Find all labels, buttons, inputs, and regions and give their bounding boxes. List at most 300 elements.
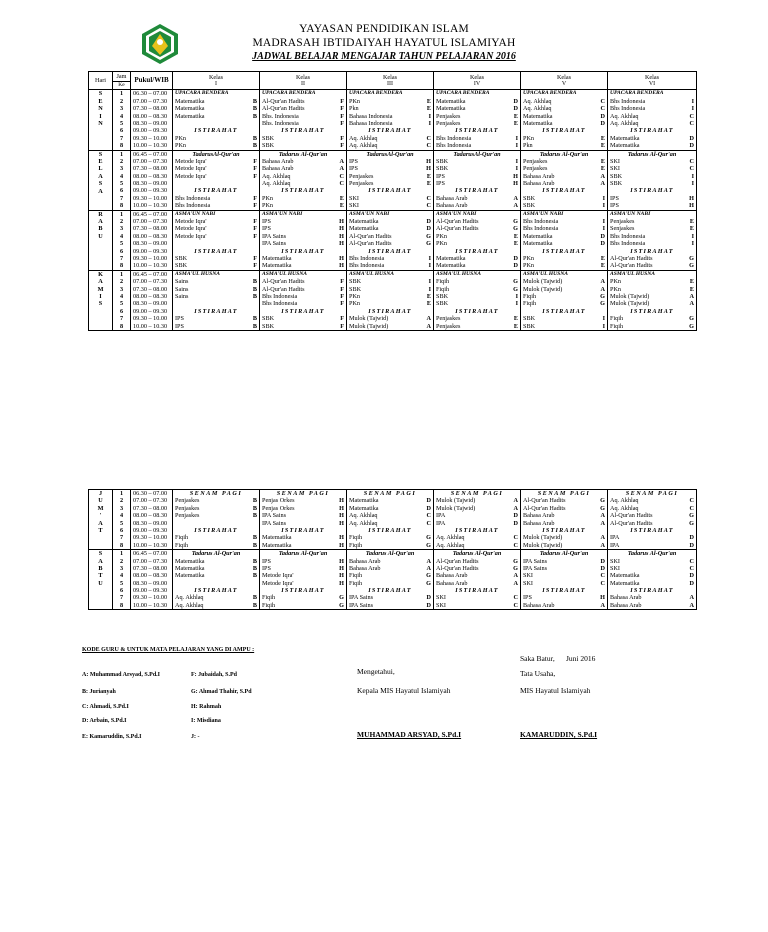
activity-label: ASMA'UL HUSNA [610,270,656,277]
subject-name: SKI [436,594,446,602]
teacher-code-entry: D: Arbain, S.Pd.I [82,718,127,724]
lesson-line [262,602,344,609]
day-row [89,90,697,150]
class-schedule-cell [173,90,260,150]
lesson-line [436,497,518,504]
teacher-code: C [513,594,518,602]
subject-name: Matematika [436,105,466,113]
teacher-code: C [689,504,694,512]
lesson-line [436,195,518,202]
teacher-code-entry: G: Ahmad Thahir, S.Pd [191,689,252,695]
lesson-line [349,225,431,232]
lesson-line [349,565,431,572]
subject-name: SBK [523,202,536,210]
time-list: 06.30 – 07.00 07.00 – 07.30 07.30 – 08.00 08.00 – 08.30 08.30 – 09.00 09.00 – 09.30 09.30 – 10.00 10.00 – 10.30 [131,90,173,150]
teacher-code: F [253,262,257,270]
subject-name: IPS [262,564,271,572]
teacher-code: I [691,97,694,105]
lesson-line [610,233,694,240]
teacher-code: E [513,232,518,240]
class-schedule-cell [608,550,697,610]
subject-name: Matematika [262,534,292,542]
class-schedule-cell [173,210,260,270]
subject-name: Penjaskes [436,119,461,127]
teacher-code: B [252,557,257,565]
lesson-line [523,512,605,519]
teacher-code: E [426,292,431,300]
teacher-code: B [252,322,257,330]
subject-name: Metode Iqra' [175,232,207,240]
lesson-line [523,120,605,127]
lesson-line [436,542,518,549]
day-row [89,490,697,550]
lesson-line [436,580,518,587]
teacher-code: F [340,315,344,323]
lesson-line [349,534,431,541]
day-name: J U M ' A T [89,490,113,550]
lesson-line [523,278,605,285]
day-row [89,210,697,270]
lesson-line [610,315,694,322]
teacher-code: I [515,292,518,300]
teacher-code: B [252,105,257,113]
time-list: 06.45 – 07.00 07.00 – 07.30 07.30 – 08.00 08.00 – 08.30 08.30 – 09.00 09.00 – 09.30 09.30 – 10.00 10.00 – 10.30 [131,150,173,210]
teacher-code: C [600,105,605,113]
teacher-code: A [513,202,518,210]
lesson-line [262,520,344,527]
teacher-code: E [513,322,518,330]
subject-name: SKI [610,165,620,173]
subject-name: SBK [262,315,275,323]
lesson-line [262,565,344,572]
lesson-line [262,218,344,225]
break-label: ISTIRAHAT [455,587,499,595]
activity-label: Tadarus Al-Qur'an [539,550,589,558]
subject-name: SKI [610,564,620,572]
lesson-line [436,602,518,609]
teacher-code: E [426,300,431,308]
kelas-roman: V [561,81,567,88]
lesson-line [349,165,431,172]
teacher-code: D [689,134,694,142]
lesson-line [610,497,694,504]
lesson-line [610,173,694,180]
teacher-code: A [513,194,518,202]
subject-name: Matematika [175,572,205,580]
lesson-line [175,520,257,527]
day-name: S A B T U [89,550,113,610]
subject-name: Al-Qur'an Hadits [610,512,653,520]
teacher-code: B [252,504,257,512]
subject-name: Pkn [523,142,533,150]
subject-name: SBK [262,322,275,330]
break-label: ISTIRAHAT [368,526,412,534]
jam-ke-list: 1 2 3 4 5 6 7 8 [113,490,131,550]
lesson-line [349,572,431,579]
lesson-line [349,278,431,285]
lesson-line [262,120,344,127]
break-label: ISTIRAHAT [455,307,499,315]
break-label: ISTIRAHAT [368,187,412,195]
subject-name: Penjaskes [436,315,461,323]
jam-ke-list: 1 2 3 4 5 6 7 8 [113,270,131,330]
teacher-code: D [513,519,518,527]
document-header [0,22,768,64]
subject-name: PKn [610,278,622,286]
subject-name: PKn [610,285,622,293]
class-schedule-cell [434,210,521,270]
teacher-code: I [515,165,518,173]
teacher-code: E [689,218,694,226]
teacher-code: I [515,142,518,150]
teacher-code: F [340,105,344,113]
subject-name: IPA Sains [349,601,374,609]
teacher-code: G [426,534,431,542]
subject-name: IPS [175,315,184,323]
break-label: ISTIRAHAT [630,307,674,315]
administration-label: Tata Usaha, [520,669,556,678]
teacher-code: F [340,300,344,308]
subject-name: Mulok (Tajwid) [610,292,650,300]
break-label: ISTIRAHAT [194,307,238,315]
lesson-line [175,120,257,127]
subject-name: Mulok (Tajwid) [523,278,563,286]
teacher-code: H [426,165,431,173]
subject-name: Metode Iqra' [262,572,294,580]
subject-name: Penjaskes [175,497,200,505]
lesson-line [610,558,694,565]
subject-name: Metode Iqra' [175,165,207,173]
teacher-code: G [689,519,694,527]
teacher-code: E [689,278,694,286]
lesson-line [436,512,518,519]
subject-name: Bhs Indonesia [436,142,472,150]
teacher-code: D [426,504,431,512]
subject-name: Metode Iqra' [175,157,207,165]
teacher-code: I [691,172,694,180]
subject-name: Penjas Orkes [262,504,295,512]
teacher-code-entry: H: Rahmah [191,704,222,710]
subject-name: SBK [262,142,275,150]
lesson-line [175,602,257,609]
class-schedule-cell [434,550,521,610]
lesson-line [349,512,431,519]
subject-name: Metode Iqra' [175,172,207,180]
kelas-label: Kelas [469,74,485,81]
teacher-code: C [426,512,431,520]
teacher-code-entry: C: Ahmadi, S.Pd.I [82,704,129,710]
place-date: Saka Batur, Juni 2016 [520,654,596,663]
subject-name: Mulok (Tajwid) [610,300,650,308]
activity-label: UPACARA BENDERA [523,90,577,97]
teacher-code: F [340,292,344,300]
lesson-line [175,594,257,601]
teacher-code: B [252,564,257,572]
teacher-code: A [513,572,518,580]
lesson-line [523,572,605,579]
activity-label: UPACARA BENDERA [610,90,664,97]
subject-name: Penjaskes [523,157,548,165]
lesson-line [610,278,694,285]
subject-name: PKn [262,202,274,210]
subject-name: SKI [349,194,359,202]
teacher-code: C [689,157,694,165]
lesson-line [175,323,257,330]
teacher-code: A [513,497,518,505]
subject-name: Al-Qur'an Hadits [610,262,653,270]
lesson-line [610,135,694,142]
teacher-code: D [426,218,431,226]
kelas-label: Kelas [556,74,572,81]
class-schedule-cell [608,90,697,150]
teacher-code: H [339,218,344,226]
teacher-code: H [689,194,694,202]
subject-name: Bhs Indonesia [349,262,385,270]
activity-label: SENAM PAGI [276,490,330,497]
lesson-line [610,580,694,587]
class-schedule-cell [608,210,697,270]
jam-ke-list: 1 2 3 4 5 6 7 8 [113,210,131,270]
activity-label: UPACARA BENDERA [175,90,229,97]
subject-name: Fiqih [349,572,363,580]
lesson-line [436,158,518,165]
break-label: ISTIRAHAT [542,247,586,255]
teacher-code: A [600,278,605,286]
teacher-code: D [513,255,518,262]
activity-label: TadarusAl-Qur'an [453,150,501,158]
subject-name: Matematika [175,97,205,105]
teacher-code: A [600,519,605,527]
subject-name: Matematika [175,564,205,572]
lesson-line [523,497,605,504]
subject-name: PKn [436,240,448,248]
subject-name: Aq. Akhlaq [436,541,465,549]
teacher-code: H [513,180,518,188]
subject-name: Aq. Akhlaq [349,512,378,520]
teacher-code: C [689,165,694,173]
teacher-code: B [252,97,257,105]
lesson-line [523,218,605,225]
activity-label: Tadarus Al-Qur'an [539,150,589,158]
day-name: R A B U [89,210,113,270]
teacher-code: A [426,557,431,565]
teacher-code: B [252,112,257,120]
lesson-line [349,105,431,112]
subject-name: Mulok (Tajwid) [436,504,476,512]
subject-name: Bahasa Arab [610,601,642,609]
teacher-code: I [515,300,518,308]
teacher-code: G [689,322,694,330]
lesson-line [610,602,694,609]
subject-name: Fiqih [436,278,450,286]
teacher-code: F [253,157,257,165]
teacher-code: D [689,572,694,580]
lesson-line [610,534,694,541]
lesson-line [610,142,694,149]
teacher-code: A [426,315,431,323]
teacher-code: G [513,285,518,293]
lesson-line [610,572,694,579]
teacher-code: I [602,315,605,323]
teacher-code: D [426,225,431,233]
subject-name: Bhs Indonesia [349,255,385,262]
lesson-line [523,534,605,541]
teacher-code: E [600,157,605,165]
lesson-line [349,542,431,549]
subject-name: PKn [349,300,361,308]
headmaster-title: Kepala MIS Hayatul Islamiyah [357,686,451,695]
administration-name: KAMARUDDIN, S.Pd.I [520,730,598,739]
teacher-code: D [689,579,694,587]
subject-name: Senjaskes [610,225,635,233]
lesson-line [349,300,431,307]
break-label: ISTIRAHAT [542,127,586,135]
class-schedule-cell [521,270,608,330]
subject-name: Al-Qur'an Hadits [610,519,653,527]
teacher-code: C [600,579,605,587]
lesson-line [610,293,694,300]
lesson-line [349,520,431,527]
teacher-code: A [600,172,605,180]
teacher-code: F [340,322,344,330]
activity-label: TadarusAl-Qur'an [366,150,414,158]
kelas-roman: IV [473,81,481,88]
subject-name: SKI [523,572,533,580]
teacher-code: A [600,601,605,609]
subject-name: Penjaskes [175,512,200,520]
teacher-code: C [689,557,694,565]
teacher-code: F [253,232,257,240]
subject-name: Aq. Akhlaq [175,594,204,602]
class-schedule-cell [434,90,521,150]
lesson-line [262,315,344,322]
teacher-code: I [602,225,605,233]
teacher-code-entry: I: Misdiana [191,718,221,724]
teacher-code: H [339,240,344,248]
subject-name: Fiqih [349,541,363,549]
subject-name: Bahasa Arab [523,180,555,188]
subject-name: Bhs Indonesia [523,218,559,226]
teacher-code: F [340,97,344,105]
break-label: ISTIRAHAT [194,587,238,595]
subject-name: IPS [349,165,358,173]
subject-name: Al-Qur'an Hadits [349,232,392,240]
teacher-code: I [428,262,431,270]
teacher-code: H [339,225,344,233]
time-list: 06.45 – 07.00 07.00 – 07.30 07.30 – 08.00 08.00 – 08.30 08.30 – 09.00 09.00 – 09.30 09.30 – 10.00 10.00 – 10.30 [131,270,173,330]
lesson-line [436,315,518,322]
teacher-code: C [339,172,344,180]
teacher-code: H [689,202,694,210]
break-label: ISTIRAHAT [630,587,674,595]
lesson-line [349,286,431,293]
teacher-code: D [600,557,605,565]
teacher-code: C [689,497,694,505]
teacher-code: H [339,512,344,520]
lesson-line [349,505,431,512]
lesson-line [610,520,694,527]
kelas-roman: II [301,81,305,88]
lesson-line [175,572,257,579]
lesson-line [610,195,694,202]
class-schedule-cell [521,490,608,550]
kelas-label: Kelas [644,74,660,81]
lesson-line [349,218,431,225]
break-label: ISTIRAHAT [194,526,238,534]
class-schedule-cell [260,270,347,330]
lesson-line [175,240,257,247]
teacher-code: A [689,601,694,609]
teacher-code: A [426,564,431,572]
teacher-code: D [600,564,605,572]
teacher-code: E [339,194,344,202]
lesson-line [175,165,257,172]
teacher-code: C [689,112,694,120]
activity-label: Tadarus Al-Qur'an [365,550,415,558]
lesson-line [349,594,431,601]
break-label: ISTIRAHAT [281,307,325,315]
lesson-line [349,202,431,209]
subject-name: Al-Qur'an Hadits [262,105,305,113]
teacher-code: G [426,541,431,549]
kelas-label: Kelas [208,74,224,81]
lesson-line [436,293,518,300]
subject-name: Aq. Akhlaq [523,105,552,113]
teacher-code: C [600,572,605,580]
subject-name: Bhs Indonesia [436,134,472,142]
lesson-line [262,240,344,247]
lesson-line [436,165,518,172]
lesson-line [349,323,431,330]
teacher-code: B [252,292,257,300]
activity-label: Tadarus Al-Qur'an [278,150,328,158]
break-label: ISTIRAHAT [281,587,325,595]
lesson-line [349,602,431,609]
subject-name: Al-Qur'an Hadits [436,225,479,233]
subject-name: Penjaskes [349,180,374,188]
kelas-roman: I [215,81,217,88]
lesson-line [349,120,431,127]
subject-name: Matematika [610,134,640,142]
lesson-line [175,293,257,300]
subject-name: SBK [436,300,449,308]
subject-name: Sains [175,278,189,286]
subject-name: Matematika [262,262,292,270]
subject-name: Bhs Indonesia [523,225,559,233]
teacher-code: G [689,255,694,262]
activity-label: SENAM PAGI [537,490,591,497]
lesson-line [436,218,518,225]
subject-name: Bhs. Indonesia [262,112,299,120]
lesson-line [262,505,344,512]
teacher-code-entry: J: - [191,734,200,740]
subject-name: Aq. Akhlaq [610,119,639,127]
kelas-header [521,72,608,90]
lesson-line [349,255,431,262]
lesson-line [175,113,257,120]
subject-name: SKI [610,157,620,165]
subject-name: IPA [610,541,620,549]
class-schedule-cell [347,270,434,330]
subject-name: IPA Sains [262,519,287,527]
class-schedule-cell [608,490,697,550]
kelas-header [260,72,347,90]
kelas-header [173,72,260,90]
lesson-line [262,202,344,209]
foundation-name: YAYASAN PENDIDIKAN ISLAM [299,23,469,35]
subject-name: Mulok (Tajwid) [349,322,389,330]
subject-name: Mulok (Tajwid) [349,315,389,323]
